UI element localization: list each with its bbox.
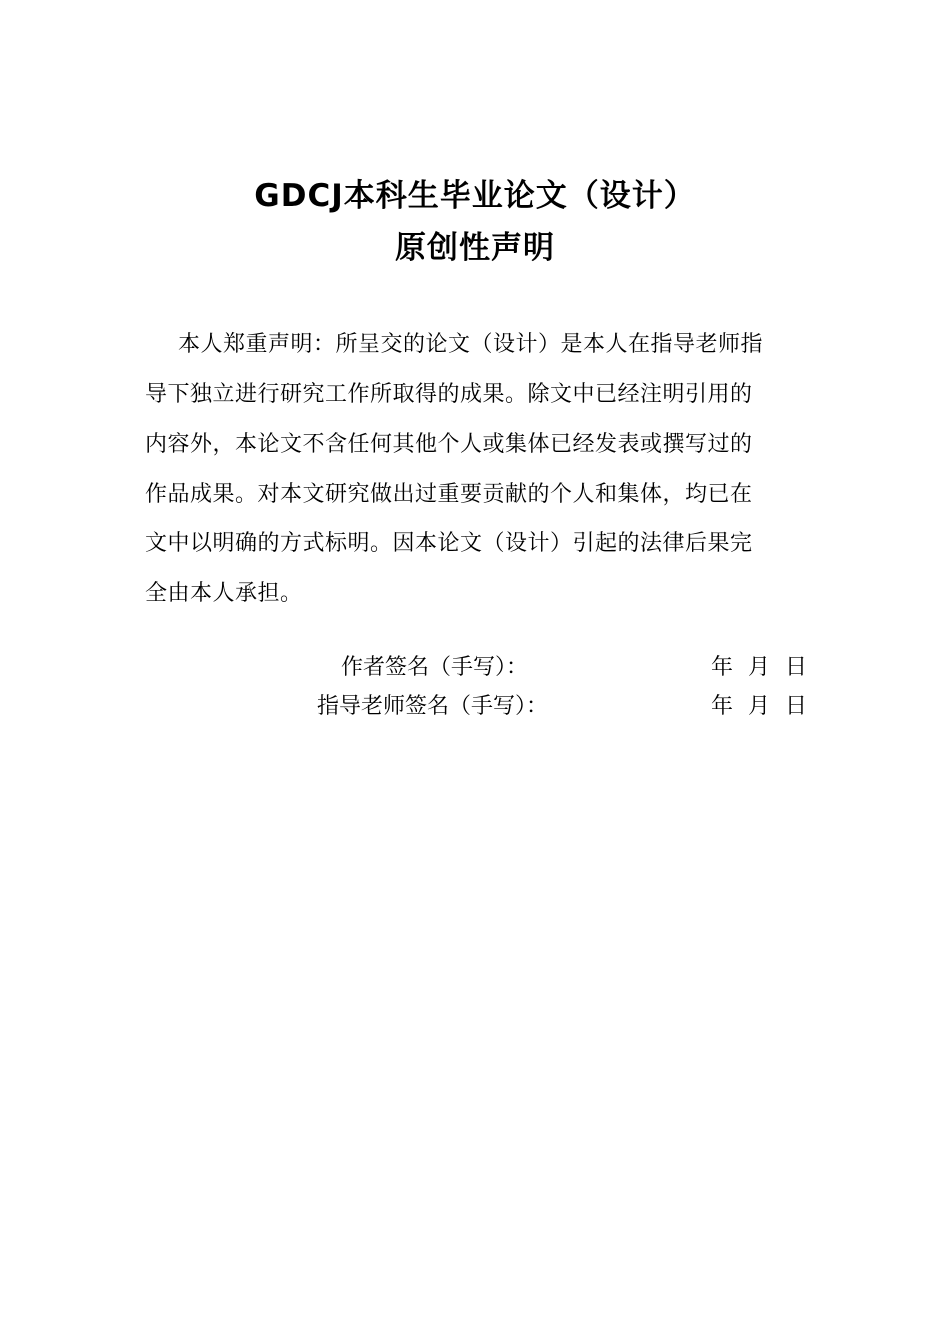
declaration-line-3: 内容外，本论文不含任何其他个人或集体已经发表或撰写过的: [145, 432, 753, 457]
document-subtitle: 原创性声明: [395, 230, 555, 266]
author-date-month: 月: [748, 655, 771, 680]
advisor-signature-label: 指导老师签名（手写）：: [317, 694, 549, 719]
advisor-date-year: 年: [711, 694, 734, 719]
advisor-date-day: 日: [785, 694, 808, 719]
document-title: GDCJ本科生毕业论文（设计）: [254, 178, 696, 214]
declaration-line-5: 文中以明确的方式标明。因本论文（设计）引起的法律后果完: [145, 531, 753, 556]
declaration-line-1: 本人郑重声明：所呈交的论文（设计）是本人在指导老师指: [178, 332, 764, 357]
declaration-line-6: 全由本人承担。: [145, 581, 303, 606]
author-date-year: 年: [711, 655, 734, 680]
author-signature-label: 作者签名（手写）：: [341, 655, 529, 680]
declaration-line-2: 导下独立进行研究工作所取得的成果。除文中已经注明引用的: [145, 382, 753, 407]
author-date-day: 日: [785, 655, 808, 680]
declaration-line-4: 作品成果。对本文研究做出过重要贡献的个人和集体，均已在: [145, 482, 753, 507]
advisor-date-month: 月: [748, 694, 771, 719]
